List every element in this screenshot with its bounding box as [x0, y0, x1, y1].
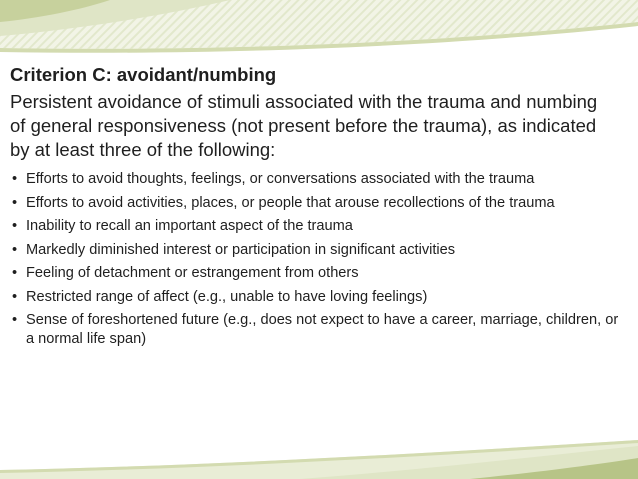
criteria-list: [10, 170, 630, 348]
bullet-icon: •: [12, 265, 18, 281]
list-item: [10, 264, 626, 283]
list-item-text: Efforts to avoid thoughts, feelings, or conversations associated with the trauma: [26, 171, 535, 187]
slide-intro: Persistent avoidance of stimuli associated with the trauma and numbing of general responsiveness (not present before the trauma), as indicated by at least three of the following:: [10, 91, 598, 160]
list-item-text: Inability to recall an important aspect of the trauma: [26, 218, 353, 234]
bullet-icon: •: [12, 288, 18, 305]
list-item-text: Sense of foreshortened future (e.g., does not expect to have a career, marriage, children, or a normal life span): [26, 312, 619, 347]
list-item-text: Restricted range of affect (e.g., unable to have loving feelings): [26, 288, 428, 305]
list-item: [10, 170, 626, 189]
list-item: [10, 311, 626, 348]
list-item: [10, 241, 626, 260]
list-item: [10, 194, 626, 213]
list-item-text: Efforts to avoid activities, places, or people that arouse recollections of the trauma: [26, 194, 555, 211]
top-decorative-band: [0, 0, 638, 60]
bullet-icon: •: [12, 312, 18, 328]
list-item-text: Feeling of detachment or estrangement from others: [26, 265, 359, 281]
list-item-text: Markedly diminished interest or participation in significant activities: [26, 241, 456, 258]
bullet-icon: •: [12, 171, 18, 187]
bullet-icon: •: [12, 241, 18, 258]
bullet-icon: •: [12, 194, 18, 211]
bottom-decorative-band: [0, 440, 638, 479]
slide-content: [10, 64, 630, 353]
bullet-icon: •: [12, 218, 18, 234]
list-item: [10, 288, 626, 307]
slide-heading: Criterion C: avoidant/numbing: [10, 64, 277, 85]
list-item: [10, 217, 626, 236]
